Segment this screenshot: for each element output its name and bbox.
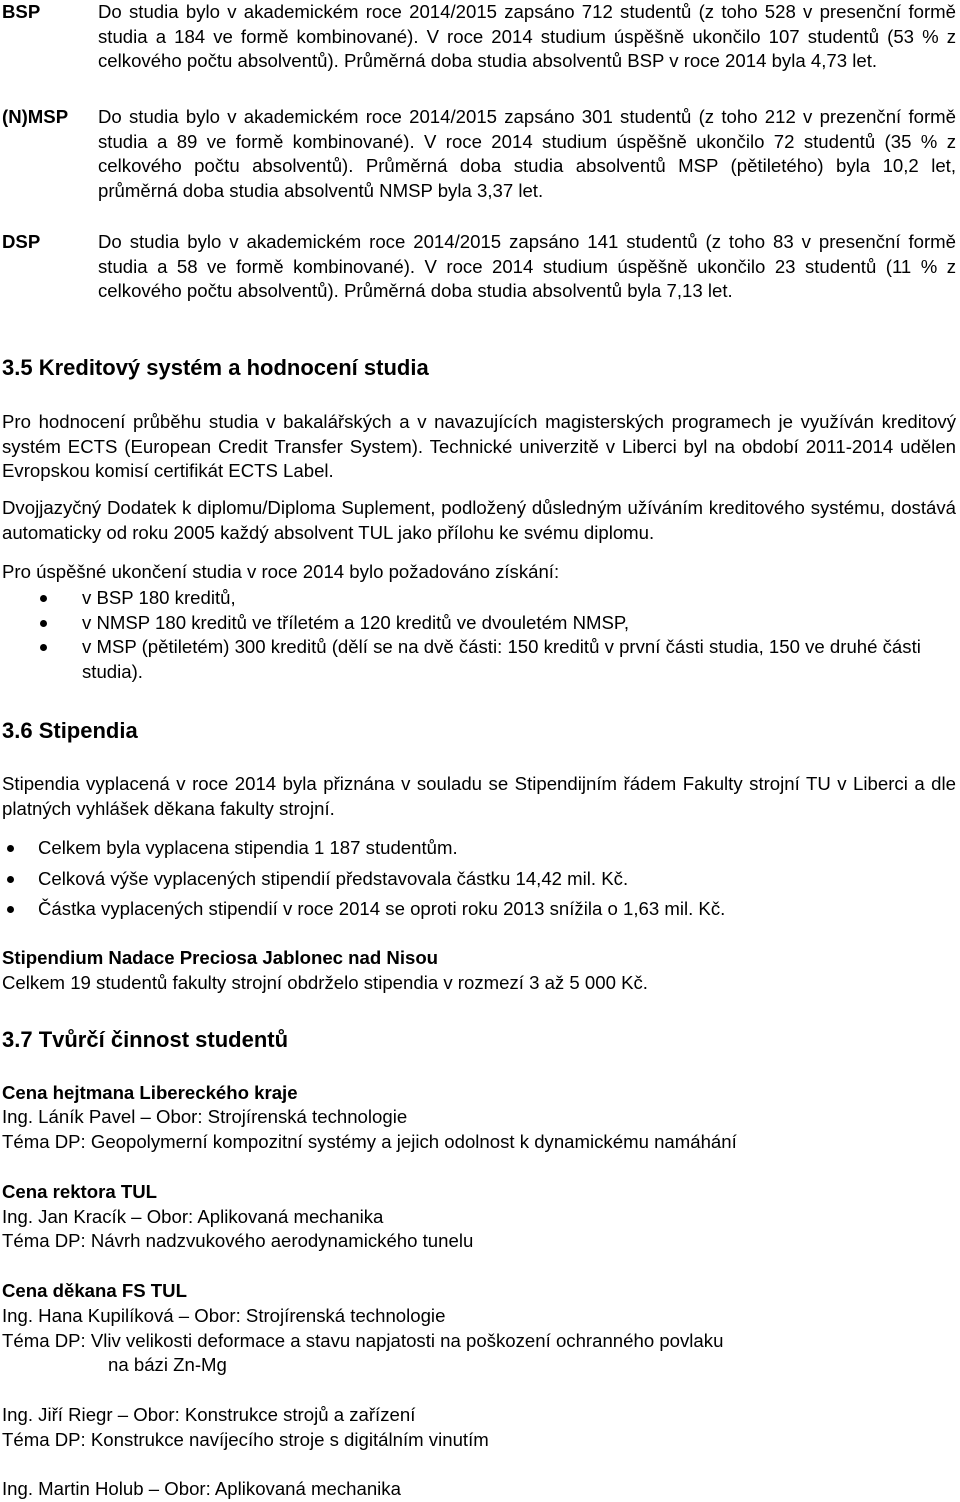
list-item: v MSP (pětiletém) 300 kreditů (dělí se na dvě části: 150 kreditů v první části studia, 150 ve druhé části studia). bbox=[2, 635, 958, 684]
programme-code: BSP bbox=[2, 1, 41, 22]
list-item: Celková výše vyplacených stipendií představovala částku 14,42 mil. Kč. bbox=[2, 867, 958, 892]
award-line: Ing. Jan Kracík – Obor: Aplikovaná mechanika bbox=[2, 1206, 384, 1227]
programme-text: Do studia bylo v akademickém roce 2014/2015 zapsáno 712 studentů (z toho 528 v presenční formě studia a 184 ve formě kombinované). V roce 2014 studium úspěšně ukončilo 107 studentů (53 % z celkového počtu absolventů). Průměrná doba studia absolventů BSP v roce 2014 byla 4,73 let. bbox=[98, 1, 956, 71]
bullet-icon bbox=[40, 644, 47, 651]
award-line: Téma DP: Geopolymerní kompozitní systémy a jejich odolnost k dynamickému namáhání bbox=[2, 1131, 737, 1152]
preciosa-text: Celkem 19 studentů fakulty strojní obdrželo stipendia v rozmezí 3 až 5 000 Kč. bbox=[2, 972, 648, 993]
bullet-icon bbox=[40, 620, 47, 627]
credit-requirements-list bbox=[2, 586, 958, 684]
paragraph: Dvojjazyčný Dodatek k diplomu/Diploma Suplement, podložený důsledným užíváním kreditového systému, dostává automaticky od roku 2005 každý absolvent TUL jako přílohu ke svému diplomu. bbox=[2, 497, 956, 543]
award-line: Téma DP: Návrh nadzvukového aerodynamického tunelu bbox=[2, 1230, 474, 1251]
award-line: Ing. Martin Holub – Obor: Aplikovaná mechanika bbox=[2, 1478, 401, 1499]
paragraph: Pro úspěšné ukončení studia v roce 2014 bylo požadováno získání: bbox=[2, 561, 560, 582]
award-title: Cena děkana FS TUL bbox=[2, 1280, 187, 1301]
bullet-icon bbox=[7, 845, 14, 852]
paragraph: Stipendia vyplacená v roce 2014 byla přiznána v souladu se Stipendijním řádem Fakulty strojní TU v Liberci a dle platných vyhlášek děkana fakulty strojní. bbox=[2, 773, 956, 819]
section-heading-3-6: 3.6 Stipendia bbox=[2, 718, 138, 743]
list-item: v BSP 180 kreditů, bbox=[2, 586, 958, 611]
award-line: Téma DP: Vliv velikosti deformace a stavu napjatosti na poškození ochranného povlaku bbox=[2, 1330, 724, 1351]
award-line: Ing. Jiří Riegr – Obor: Konstrukce strojů a zařízení bbox=[2, 1404, 416, 1425]
programme-code: (N)MSP bbox=[2, 106, 69, 127]
bullet-icon bbox=[7, 906, 14, 913]
list-item: v NMSP 180 kreditů ve tříletém a 120 kreditů ve dvouletém NMSP, bbox=[2, 611, 958, 636]
programme-text: Do studia bylo v akademickém roce 2014/2015 zapsáno 301 studentů (z toho 212 v prezenční formě studia a 89 ve formě kombinované). V roce 2014 studium úspěšně ukončilo 72 studentů (35 % z celkového počtu absolventů). Průměrná doba studia absolventů MSP (pětiletého) byla 10,2 let, průměrná doba studia absolventů NMSP byla 3,37 let. bbox=[98, 106, 956, 201]
paragraph: Pro hodnocení průběhu studia v bakalářských a v navazujících magisterských programech je využíván kreditový systém ECTS (European Credit Transfer System). Technické univerzitě v Liberci byl na období 2011-2014 udělen Evropskou komisí certifikát ECTS Label. bbox=[2, 411, 956, 481]
award-line: na bázi Zn-Mg bbox=[108, 1354, 227, 1375]
award-title: Cena hejtmana Libereckého kraje bbox=[2, 1082, 298, 1103]
bullet-icon bbox=[7, 876, 14, 883]
award-line: Ing. Láník Pavel – Obor: Strojírenská technologie bbox=[2, 1106, 408, 1127]
list-item: Částka vyplacených stipendií v roce 2014 se oproti roku 2013 snížila o 1,63 mil. Kč. bbox=[2, 897, 958, 922]
bullet-icon bbox=[40, 595, 47, 602]
section-heading-3-5: 3.5 Kreditový systém a hodnocení studia bbox=[2, 355, 429, 380]
award-title: Cena rektora TUL bbox=[2, 1181, 157, 1202]
list-item: Celkem byla vyplacena stipendia 1 187 studentům. bbox=[2, 836, 958, 861]
programme-text: Do studia bylo v akademickém roce 2014/2015 zapsáno 141 studentů (z toho 83 v presenční formě studia a 58 ve formě kombinované). V roce 2014 studium úspěšně ukončilo 23 studentů (11 % z celkového počtu absolventů). Průměrná doba studia absolventů byla 7,13 let. bbox=[98, 231, 956, 301]
award-line: Téma DP: Konstrukce navíjecího stroje s digitálním vinutím bbox=[2, 1429, 489, 1450]
programme-code: DSP bbox=[2, 231, 41, 252]
section-heading-3-7: 3.7 Tvůrčí činnost studentů bbox=[2, 1027, 289, 1052]
award-line: Ing. Hana Kupilíková – Obor: Strojírenská technologie bbox=[2, 1305, 446, 1326]
preciosa-heading: Stipendium Nadace Preciosa Jablonec nad Nisou bbox=[2, 947, 439, 968]
scholarship-list bbox=[2, 836, 958, 922]
